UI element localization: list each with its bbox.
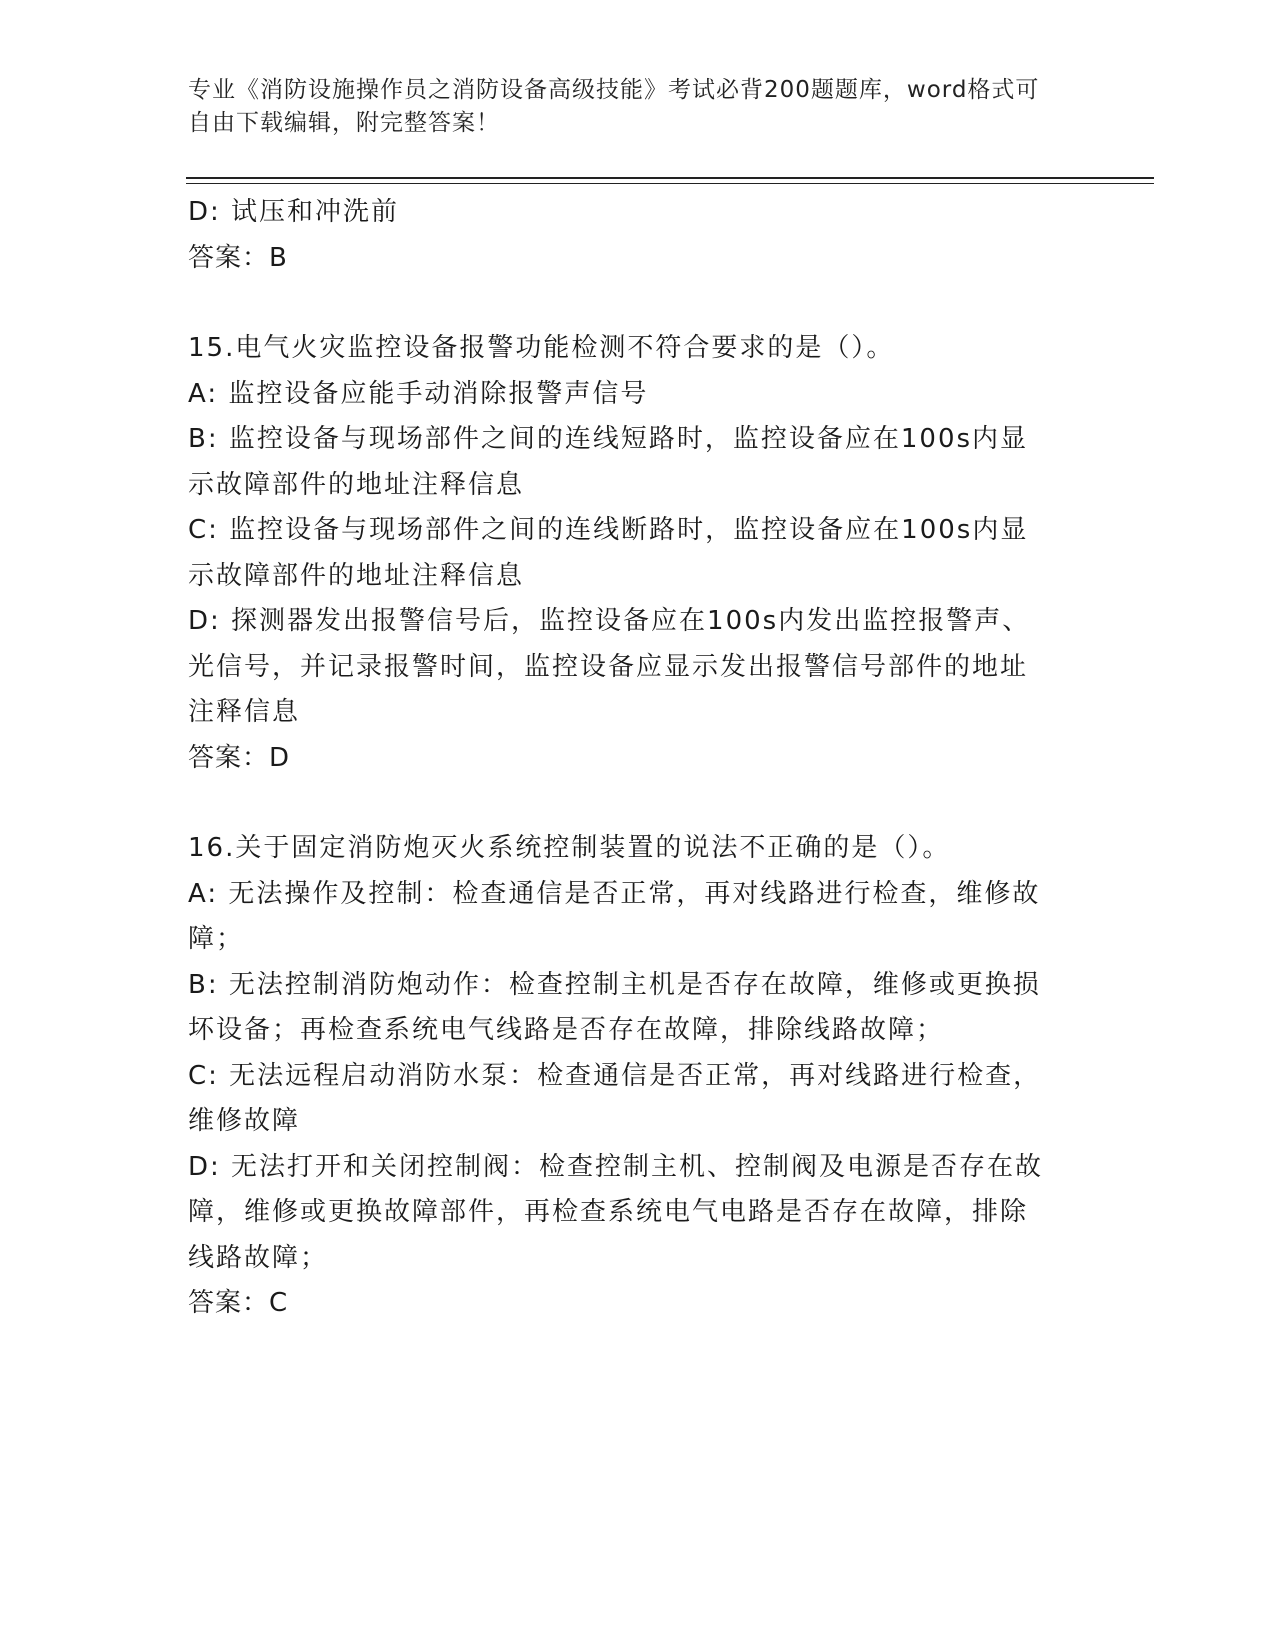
option-d-line-2: 障，维修或更换故障部件，再检查系统电气电路是否存在故障，排除 [188, 1197, 1029, 1227]
option-d: D: 试压和冲洗前 [188, 197, 400, 227]
option-b-line-1: B: 无法控制消防炮动作：检查控制主机是否存在故障，维修或更换损 [188, 969, 1041, 1000]
question-text: 16.关于固定消防炮灭火系统控制装置的说法不正确的是（）。 [188, 833, 951, 863]
option-d-line-2: 光信号，并记录报警时间，监控设备应显示发出报警信号部件的地址 [188, 651, 1029, 682]
option-b-line-2: 坏设备；再检查系统电气线路是否存在故障，排除线路故障； [188, 1015, 945, 1045]
option-c-line-1: C: 监控设备与现场部件之间的连线断路时，监控设备应在100s内显 [188, 515, 1029, 545]
header-line-2: 自由下载编辑，附完整答案！ [188, 110, 500, 136]
answer-line: 答案：B [188, 242, 288, 273]
question-16 [188, 826, 1068, 1327]
answer-line: 答案：D [188, 742, 291, 773]
option-d-line-3: 线路故障； [188, 1242, 329, 1273]
option-b-line-1: B: 监控设备与现场部件之间的连线短路时，监控设备应在100s内显 [188, 424, 1029, 454]
option-a-line-1: A: 无法操作及控制：检查通信是否正常，再对线路进行检查，维修故 [188, 878, 1041, 909]
option-d-line-1: D: 探测器发出报警信号后，监控设备应在100s内发出监控报警声、 [188, 606, 1031, 636]
header-divider-thick [186, 177, 1154, 179]
option-c-line-2: 维修故障 [188, 1106, 301, 1136]
header-divider-thin [186, 183, 1154, 184]
spacer [188, 281, 1068, 326]
option-a: A: 监控设备应能手动消除报警声信号 [188, 378, 649, 409]
previous-question-tail [188, 190, 1068, 281]
header-line-1: 专业《消防设施操作员之消防设备高级技能》考试必背200题题库，word格式可 [188, 77, 1040, 103]
question-content [188, 190, 1068, 1327]
option-a-line-2: 障； [188, 924, 245, 954]
option-d-line-1: D: 无法打开和关闭控制阀：检查控制主机、控制阀及电源是否存在故 [188, 1151, 1044, 1182]
question-text: 15.电气火灾监控设备报警功能检测不符合要求的是（）。 [188, 333, 895, 363]
option-b-line-2: 示故障部件的地址注释信息 [188, 469, 525, 500]
option-c-line-1: C: 无法远程启动消防水泵：检查通信是否正常，再对线路进行检查， [188, 1060, 1042, 1091]
option-d-line-3: 注释信息 [188, 697, 301, 727]
spacer [188, 781, 1068, 826]
answer-line: 答案：C [188, 1288, 289, 1318]
page-header [188, 74, 1068, 140]
question-15 [188, 326, 1068, 781]
option-c-line-2: 示故障部件的地址注释信息 [188, 560, 525, 591]
